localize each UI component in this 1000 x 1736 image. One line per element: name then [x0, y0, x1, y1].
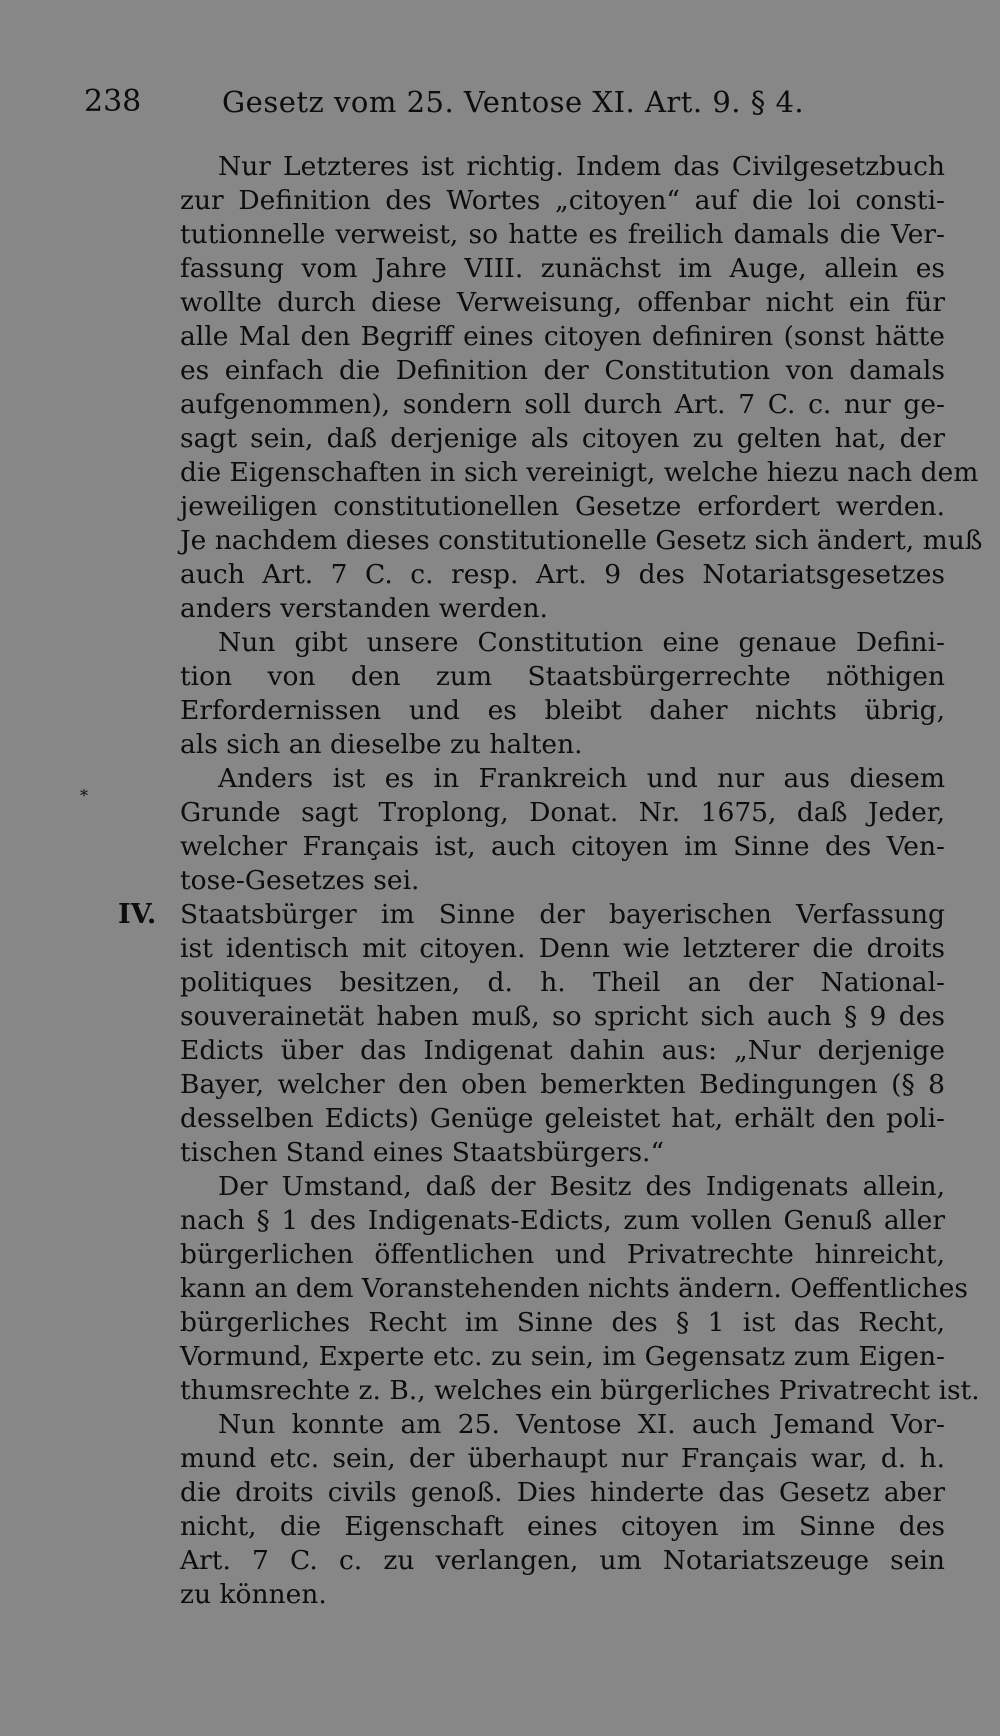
text-line: auch Art. 7 C. c. resp. Art. 9 des Notariatsgesetzes: [180, 559, 945, 590]
text-line: Erfordernissen und es bleibt daher nichts übrig,: [180, 695, 945, 726]
text-line: nicht, die Eigenschaft eines citoyen im Sinne des: [180, 1511, 945, 1542]
page-header: [84, 82, 904, 122]
text-line: Je nachdem dieses constitutionelle Gesetz sich ändert, muß: [180, 525, 983, 556]
text-line: kann an dem Voranstehenden nichts ändern. Oeffentliches: [180, 1273, 968, 1304]
text-line: wollte durch diese Verweisung, offenbar nicht ein für: [180, 287, 945, 318]
text-line: die droits civils genoß. Dies hinderte das Gesetz aber: [180, 1477, 945, 1508]
margin-mark: *: [80, 786, 88, 805]
text-line: nach § 1 des Indigenats-Edicts, zum vollen Genuß aller: [180, 1205, 945, 1236]
text-line: als sich an dieselbe zu halten.: [180, 729, 583, 760]
text-line: sagt sein, daß derjenige als citoyen zu gelten hat, der: [180, 423, 945, 454]
text-line: fassung vom Jahre VIII. zunächst im Auge, allein es: [180, 253, 945, 284]
text-line: thumsrechte z. B., welches ein bürgerliches Privatrecht ist.: [180, 1375, 980, 1406]
text-line: Bayer, welcher den oben bemerkten Bedingungen (§ 8: [180, 1069, 945, 1100]
text-line: es einfach die Definition der Constitution von damals: [180, 355, 945, 386]
text-line: ist identisch mit citoyen. Denn wie letzterer die droits: [180, 933, 945, 964]
text-line: politiques besitzen, d. h. Theil an der National-: [180, 967, 945, 998]
body-text: [118, 150, 983, 1630]
text-line: desselben Edicts) Genüge geleistet hat, erhält den poli-: [180, 1103, 945, 1134]
text-line: Nun gibt unsere Constitution eine genaue Defini-: [218, 627, 945, 658]
section-label: IV.: [118, 899, 157, 930]
text-line: tion von den zum Staatsbürgerrechte nöthigen: [180, 661, 945, 692]
text-line: Vormund, Experte etc. zu sein, im Gegensatz zum Eigen-: [180, 1341, 945, 1372]
text-line: die Eigenschaften in sich vereinigt, welche hiezu nach dem: [180, 457, 979, 488]
text-line: jeweiligen constitutionellen Gesetze erfordert werden.: [180, 491, 945, 522]
text-line: tutionnelle verweist, so hatte es freilich damals die Ver-: [180, 219, 945, 250]
text-line: Der Umstand, daß der Besitz des Indigenats allein,: [218, 1171, 945, 1202]
page-number: 238: [84, 84, 142, 119]
text-line: Grunde sagt Troplong, Donat. Nr. 1675, daß Jeder,: [180, 797, 945, 828]
text-line-content: Staatsbürger im Sinne der bayerischen Verfassung: [180, 899, 945, 930]
text-line: anders verstanden werden.: [180, 593, 548, 624]
running-head: Gesetz vom 25. Ventose XI. Art. 9. § 4.: [222, 85, 805, 119]
text-line: Nun konnte am 25. Ventose XI. auch Jemand Vor-: [218, 1409, 945, 1440]
text-line: bürgerlichen öffentlichen und Privatrechte hinreicht,: [180, 1239, 945, 1270]
text-line: [118, 898, 945, 932]
text-line: Nur Letzteres ist richtig. Indem das Civilgesetzbuch: [218, 151, 945, 182]
text-line: tose-Gesetzes sei.: [180, 865, 420, 896]
text-line: Edicts über das Indigenat dahin aus: „Nur derjenige: [180, 1035, 945, 1066]
text-line: welcher Français ist, auch citoyen im Sinne des Ven-: [180, 831, 945, 862]
text-line: Anders ist es in Frankreich und nur aus diesem: [218, 763, 945, 794]
text-line: mund etc. sein, der überhaupt nur Français war, d. h.: [180, 1443, 945, 1474]
text-line: souverainetät haben muß, so spricht sich auch § 9 des: [180, 1001, 945, 1032]
text-line: tischen Stand eines Staatsbürgers.“: [180, 1137, 665, 1168]
text-line: aufgenommen), sondern soll durch Art. 7 C. c. nur ge-: [180, 389, 945, 420]
text-line: Art. 7 C. c. zu verlangen, um Notariatszeuge sein: [180, 1545, 945, 1576]
text-line: alle Mal den Begriff eines citoyen definiren (sonst hätte: [180, 321, 945, 352]
text-line: zur Definition des Wortes „citoyen“ auf die loi consti-: [180, 185, 945, 216]
text-line: zu können.: [180, 1579, 327, 1610]
text-line: bürgerliches Recht im Sinne des § 1 ist das Recht,: [180, 1307, 945, 1338]
